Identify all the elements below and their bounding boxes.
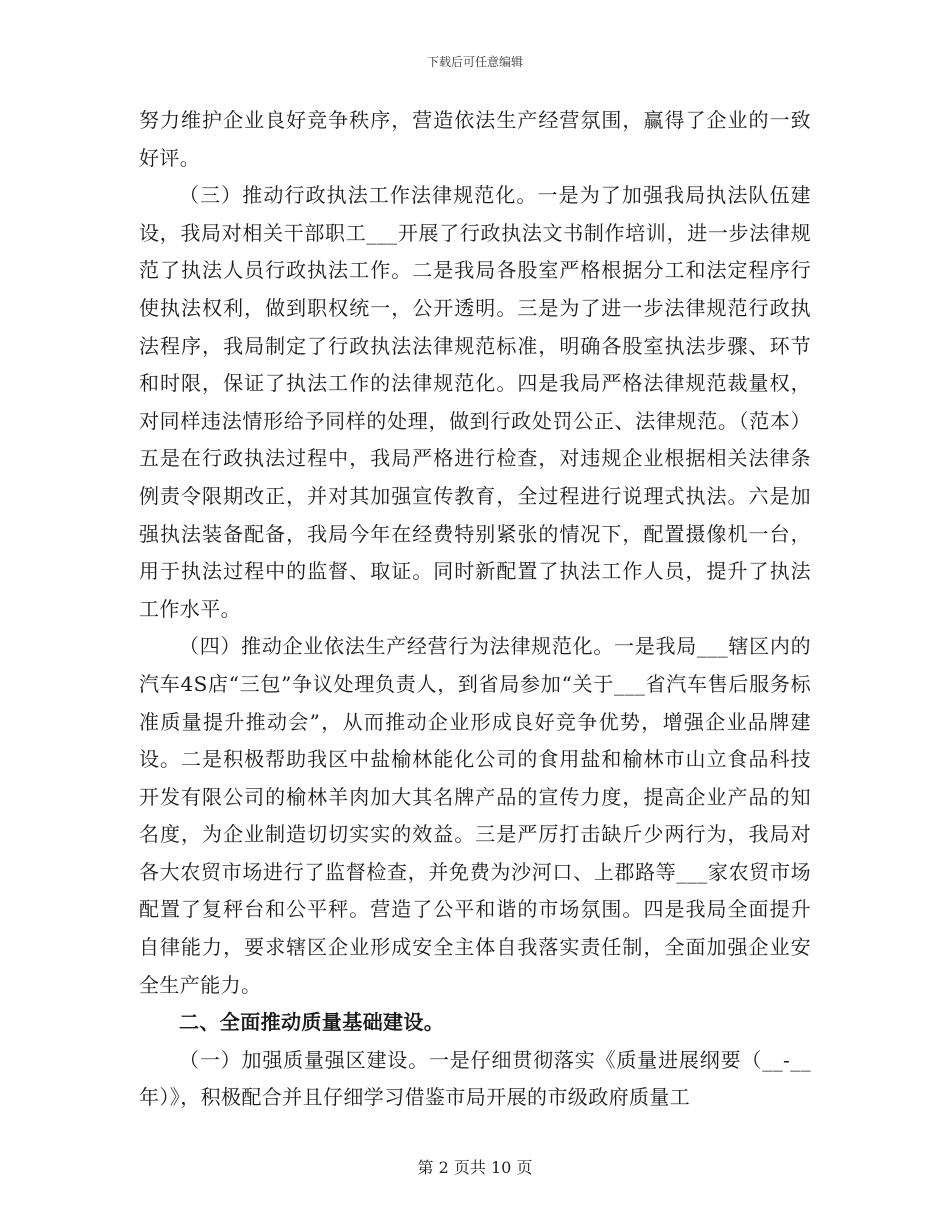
document-body — [139, 102, 811, 1117]
section-heading: 二、全面推动质量基础建设。 — [179, 1010, 445, 1035]
page-footer: 第 2 页共 10 页 — [417, 1158, 533, 1177]
paragraph: （一）加强质量强区建设。一是仔细贯彻落实《质量进展纲要（__-__年）》，积极配合并且仔细学习借鉴市局开展的市级政府质量工 — [139, 1047, 811, 1110]
paragraph: （三）推动行政执法工作法律规范化。一是为了加强我局执法队伍建设，我局对相关干部职工___开展了行政执法文书制作培训，进一步法律规范了执法人员行政执法工作。二是我局各股室严格根据分工和法定程序行使执法权利，做到职权统一，公开透明。三是为了进一步法律规范行政执法程序，我局制定了行政执法法律规范标准，明确各股室执法步骤、环节和时限，保证了执法工作的法律规范化。四是我局严格法律规范裁量权，对同样违法情形给予同样的处理，做到行政处罚公正、法律规范。（范本）五是在行政执法过程中，我局严格进行检查，对违规企业根据相关法律条例责令限期改正，并对其加强宣传教育，全过程进行说理式执法。六是加强执法装备配备，我局今年在经费特别紧张的情况下，配置摄像机一台，用于执法过程中的监督、取证。同时新配置了执法工作人员，提升了执法工作水平。 — [139, 183, 811, 621]
paragraph: 努力维护企业良好竞争秩序，营造依法生产经营氛围，赢得了企业的一致好评。 — [139, 108, 811, 170]
page-header: 下载后可任意编辑 — [426, 55, 523, 69]
paragraph: （四）推动企业依法生产经营行为法律规范化。一是我局___辖区内的汽车4S店“三包”争议处理负责人，到省局参加“关于___省汽车售后服务标准质量提升推动会”，从而推动企业形成良好竞争优势，增强企业品牌建设。二是积极帮助我区中盐榆林能化公司的食用盐和榆林市山立食品科技开发有限公司的榆林羊肉加大其名牌产品的宣传力度，提高企业产品的知名度，为企业制造切切实实的效益。三是严厉打击缺斤少两行为，我局对各大农贸市场进行了监督检查，并免费为沙河口、上郡路等___家农贸市场配置了复秤台和公平秤。营造了公平和谐的市场氛围。四是我局全面提升自律能力，要求辖区企业形成安全主体自我落实责任制，全面加强企业安全生产能力。 — [139, 634, 811, 997]
